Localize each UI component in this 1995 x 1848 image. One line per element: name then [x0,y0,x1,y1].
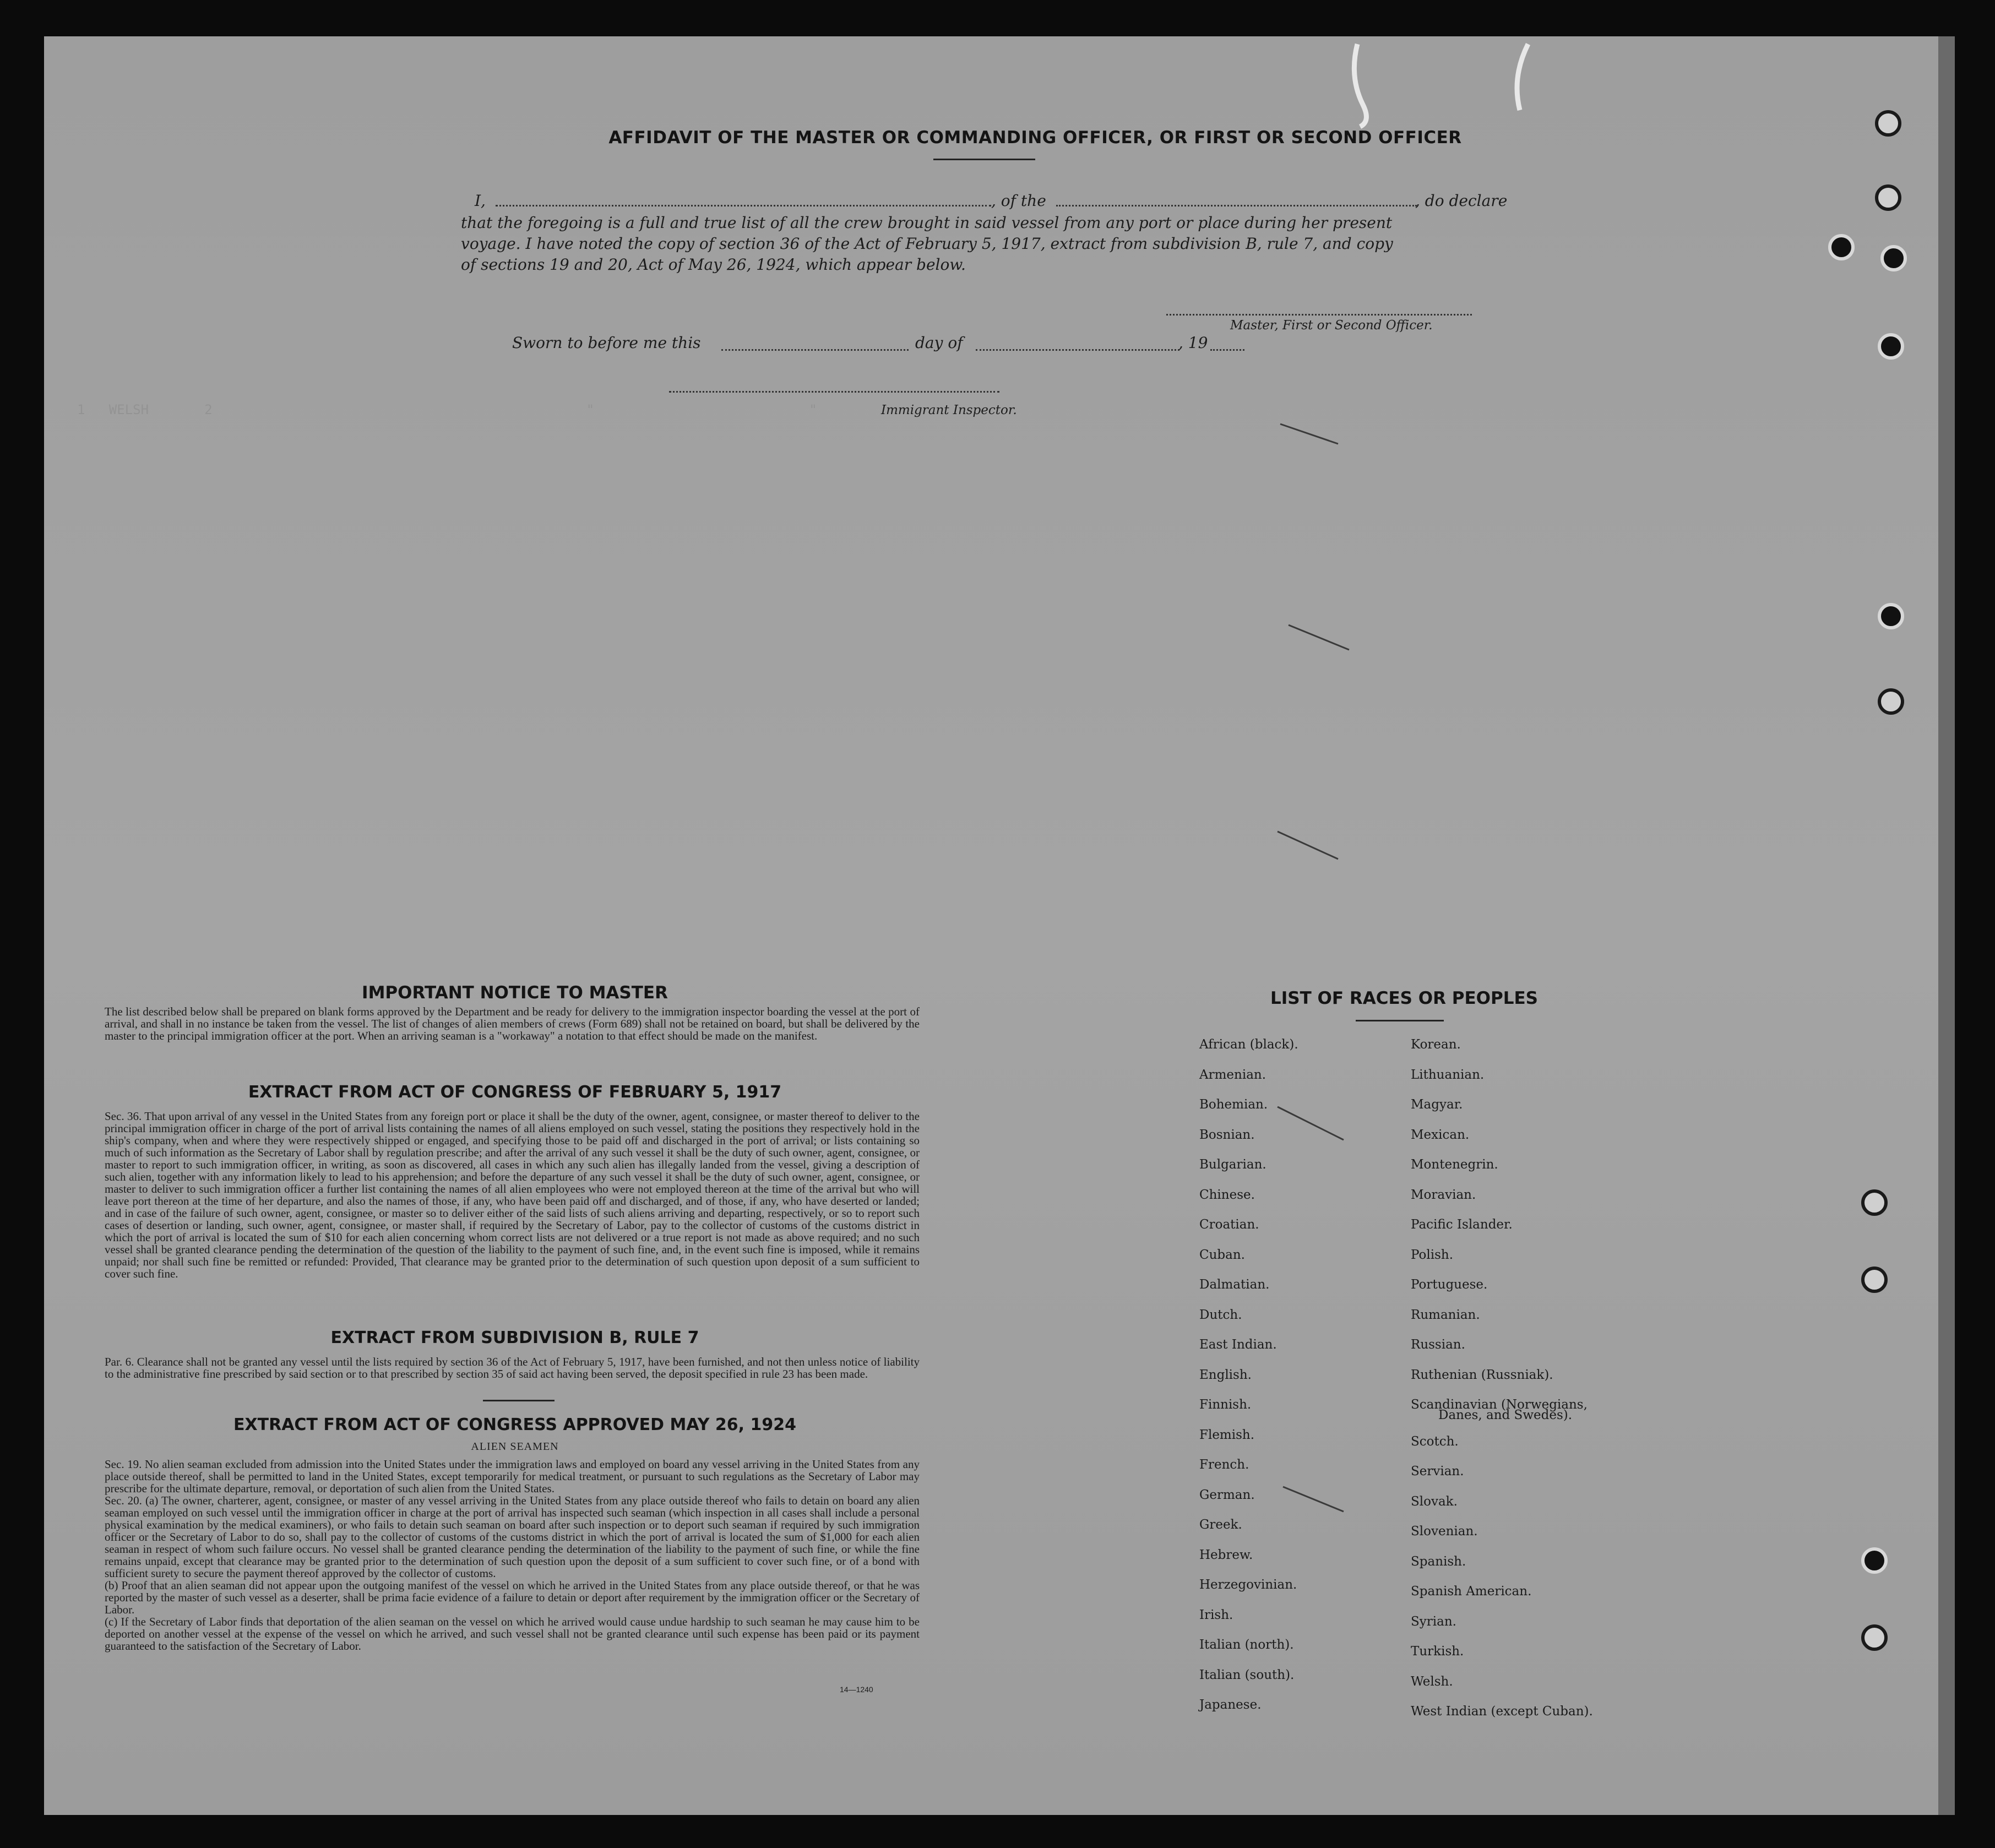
affidavit-line-4: of sections 19 and 20, Act of May 26, 1924, which appear below. [461,256,966,274]
affidavit-title: AFFIDAVIT OF THE MASTER OR COMMANDING OFFICER, OR FIRST OR SECOND OFFICER [608,128,1462,148]
race-item: Ruthenian (Russniak). [1411,1367,1553,1382]
race-item: Rumanian. [1411,1307,1480,1322]
race-item: Slovak. [1411,1494,1458,1509]
affidavit-declare-label: , do declare [1415,192,1508,210]
race-item: Bohemian. [1199,1097,1268,1112]
race-item: East Indian. [1199,1338,1277,1352]
pen-stroke [1278,1107,1344,1140]
extract-rule7-body: Par. 6. Clearance shall not be granted any vessel until the lists required by section 36 of the Act of February 5, 1917, have been furnished, and not then unless notice of liability to the administrative fine prescribed by said section or to that prescribed by section 35 of said act having been served, the deposit specified in rule 23 has been made. [105,1355,920,1380]
form-number: 14—1240 [840,1685,873,1694]
race-item: Cuban. [1199,1247,1245,1262]
race-item: German. [1199,1487,1255,1502]
binder-hole-icon [1875,110,1901,137]
bleed-through-text: 1 WELSH 2 " " [77,402,817,417]
race-item: Chinese. [1199,1187,1255,1202]
pen-stroke [1283,1487,1344,1512]
race-item: Syrian. [1411,1614,1456,1629]
binder-hole-icon [1861,1547,1888,1574]
binder-hole-icon [1878,603,1904,629]
binding-string [1354,44,1366,127]
pen-stroke [1280,424,1338,444]
binder-hole-icon [1878,688,1904,715]
race-item: Scandinavian (Norwegians, [1411,1398,1588,1412]
race-item: African (black). [1199,1037,1298,1052]
sec-20a: Sec. 20. (a) The owner, charterer, agent, consignee, or master of any vessel arriving in the United States from any place outside thereof who fails to detain on board any alien seaman employed on such vessel until the immigration officer in charge at the port of arrival has inspected such seaman (which inspection in all cases shall include a personal physical examination by the medical examiners), or who fails to detain such seaman on board after such inspection or to deport such seaman if required by such immigration officer or the Secretary of Labor to do so, shall pay to the collector of customs of the customs district in which the port of arrival is located the sum of $1,000 for each alien seaman in respect of whom such failure occurs. No vessel shall be granted clearance pending the determination of the liability to the payment of such fine, or while the fine remains unpaid, except that clearance may be granted prior to the determination of such question upon the deposit of a sum sufficient to cover such fine, or of a bond with sufficient surety to secure the payment thereof approved by the collector of customs. [105,1494,920,1580]
race-item: Dutch. [1199,1307,1242,1322]
extract-rule7-title: EXTRACT FROM SUBDIVISION B, RULE 7 [330,1328,699,1347]
binder-hole-icon [1828,234,1855,260]
race-item: Croatian. [1199,1217,1259,1232]
race-item: Italian (south). [1199,1667,1295,1682]
race-item: Polish. [1411,1247,1454,1262]
pen-stroke [1289,625,1349,650]
sec-19: Sec. 19. No alien seaman excluded from admission into the United States under the immigration laws and employed on board any vessel arriving in the United States from any place outside thereof, shall be permitted to land in the United States, except temporarily for medical treatment, or pursuant to such regulations as the Secretary of Labor may prescribe for the ultimate departure, removal, or deportation of such alien from the United States. [105,1458,920,1495]
race-item: Japanese. [1199,1698,1262,1712]
day-of-label: day of [915,334,963,352]
race-item: Portuguese. [1411,1278,1488,1292]
race-item: Armenian. [1199,1067,1266,1082]
binder-hole-icon [1880,245,1907,271]
race-item: French. [1199,1458,1249,1472]
race-item: Welsh. [1411,1674,1453,1689]
binder-hole-icon [1861,1267,1888,1293]
race-item: Dalmatian. [1199,1278,1270,1292]
race-scandinavian-continued: Danes, and Swedes). [1438,1408,1573,1422]
race-item: West Indian (except Cuban). [1411,1704,1593,1719]
race-item: Turkish. [1411,1644,1464,1659]
race-item: Greek. [1199,1518,1242,1532]
race-item: Italian (north). [1199,1638,1294,1652]
race-item: Flemish. [1199,1427,1255,1442]
race-item: Hebrew. [1199,1547,1253,1562]
affidavit-line-3: voyage. I have noted the copy of section 36 of the Act of February 5, 1917, extract from subdivision B, rule 7, and copy [461,235,1393,253]
affidavit-line-2: that the foregoing is a full and true list of all the crew brought in said vessel from any port or place during her present [461,214,1393,232]
binder-hole-icon [1861,1189,1888,1216]
binding-string [1517,44,1528,110]
race-item: Irish. [1199,1607,1233,1622]
race-item: Finnish. [1199,1398,1252,1412]
binder-hole-icon [1861,1624,1888,1651]
binder-hole-icon [1875,184,1901,211]
race-item: Spanish. [1411,1554,1466,1569]
notice-title: IMPORTANT NOTICE TO MASTER [362,983,668,1003]
extract-1924-title: EXTRACT FROM ACT OF CONGRESS APPROVED MAY 26, 1924 [233,1415,796,1434]
race-item: Russian. [1411,1338,1465,1352]
race-item: Korean. [1411,1037,1461,1052]
alien-seamen-subtitle: ALIEN SEAMEN [471,1441,559,1453]
extract-1917-body: Sec. 36. That upon arrival of any vessel in the United States from any foreign port or place it shall be the duty of the owner, agent, consignee, or master thereof to deliver to the principal immigration officer in charge of the port of arrival lists containing the names of all aliens employed on such vessel, stating the positions they respectively hold in the ship's company, when and where they were respectively shipped or engaged, and specifying those to be paid off and discharged in the port of arrival; or lists containing so much of such information as the Secretary of Labor shall by regulation prescribe; and after the arrival of any such vessel it shall be the duty of such owner, agent, consignee, or master to report to such immigration officer, in writing, as soon as discovered, all cases in which any such alien has illegally landed from the vessel, giving a description of such alien, together with any information likely to lead to his apprehension; and before the departure of any such vessel it shall be the duty of such owner, agent, consignee, or master to deliver to such immigration officer a further list containing the names of all alien employees who were not employed thereon at the time of the arrival but who will leave port thereon at the time of her departure, and also the names of those, if any, who have been paid off and discharged, and of those, if any, who have deserted or landed; and in case of the failure of such owner, agent, consignee, or master so to deliver either of the said lists of such aliens arriving and departing, respectively, or so to report such cases of desertion or landing, such owner, agent, consignee, or master shall, if required by the Secretary of Labor, pay to the collector of customs of the customs district in which the port of arrival is located the sum of $10 for each alien concerning whom correct lists are not delivered or a true report is not made as above required; and no such vessel shall be granted clearance pending the determination of the question of the liability to the payment of such fine, and, in the event such fine is imposed, while it remains unpaid; nor shall such fine be remitted or refunded: Provided, That clearance may be granted prior to the determination of such question upon deposit of a sum sufficient to cover such fine. [105,1110,920,1280]
master-label: Master, First or Second Officer. [1230,318,1433,333]
race-item: Slovenian. [1411,1524,1478,1539]
race-item: Bulgarian. [1199,1157,1266,1172]
race-item: Mexican. [1411,1127,1470,1142]
race-item: Pacific Islander. [1411,1217,1513,1232]
race-item: Moravian. [1411,1187,1476,1202]
race-item: Scotch. [1411,1434,1459,1449]
affidavit-of-the-label: , of the [991,192,1046,210]
race-item: Servian. [1411,1464,1464,1479]
race-item: English. [1199,1367,1252,1382]
year-label: , 19 [1178,334,1208,352]
inspector-label: Immigrant Inspector. [881,403,1017,417]
affidavit-i-label: I, [475,192,486,210]
race-item: Montenegrin. [1411,1157,1498,1172]
notice-body: The list described below shall be prepared on blank forms approved by the Department and be ready for delivery to the immigration inspector boarding the vessel at the port of arrival, and shall in no instance be taken from the vessel. The list of changes of alien members of crews (Form 689) shall not be retained on board, but shall be delivered by the master to the principal immigration officer at the port. When an arriving seaman is a "workaway" a notation to that effect should be made on the manifest. [105,1005,920,1042]
race-item: Herzegovinian. [1199,1578,1297,1592]
sec-20c: (c) If the Secretary of Labor finds that deportation of the alien seaman on the vessel on which he arrived would cause undue hardship to such seaman he may cause him to be deported on another vessel at the expense of the vessel on which he arrived, and such vessel shall not be granted clearance until such expense has been paid or its payment guaranteed to the satisfaction of the Secretary of Labor. [105,1615,920,1653]
sec-20b: (b) Proof that an alien seaman did not appear upon the outgoing manifest of the vessel on which he arrived in the United States from any place outside thereof, or that he was reported by the master of such vessel as a deserter, shall be prima facie evidence of a failure to detain or deport after requirement by the immigration officer or the Secretary of Labor. [105,1579,920,1616]
binder-hole-icon [1878,333,1904,360]
races-title: LIST OF RACES OR PEOPLES [1270,988,1539,1008]
pen-stroke [1278,831,1338,859]
race-item: Bosnian. [1199,1127,1255,1142]
sworn-label: Sworn to before me this [512,334,701,352]
race-item: Spanish American. [1411,1584,1532,1599]
race-item: Lithuanian. [1411,1067,1485,1082]
extract-1917-title: EXTRACT FROM ACT OF CONGRESS OF FEBRUARY 5, 1917 [248,1083,782,1102]
race-item: Magyar. [1411,1097,1463,1112]
